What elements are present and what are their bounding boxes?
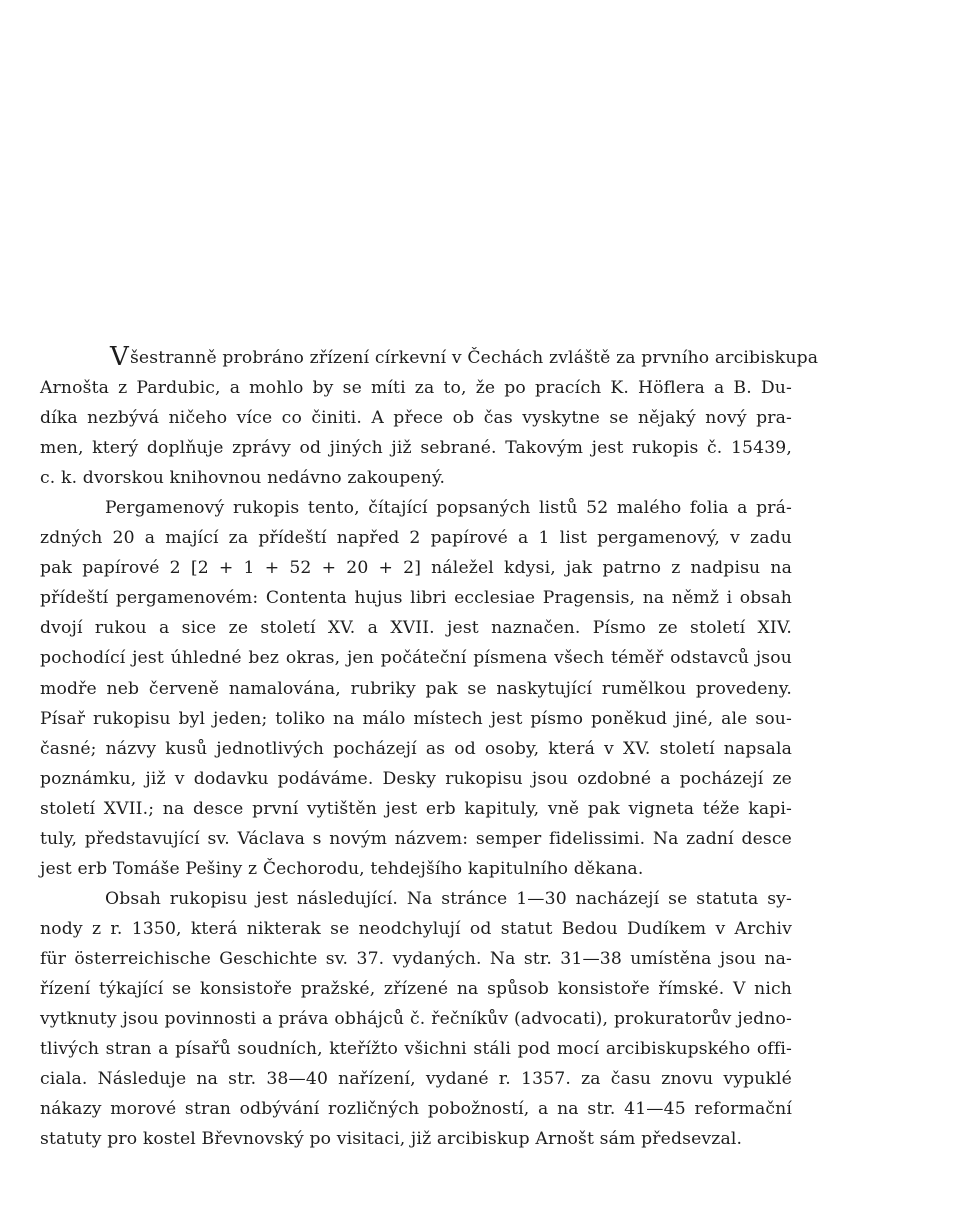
drop-cap: V <box>110 342 129 372</box>
text-line: Obsah rukopisu jest následující. Na stránce 1—30 nacházejí se statuta sy- <box>105 888 792 909</box>
text-line: pochodící jest úhledné bez okras, jen počáteční písmena všech téměř odstavců jsou <box>40 648 792 669</box>
paragraph-2 <box>40 493 792 884</box>
text-line: pak papírové 2 [2 + 1 + 52 + 20 + 2] náležel kdysi, jak patrno z nadpisu na <box>40 558 792 579</box>
text-line: nody z r. 1350, která nikterak se neodchylují od statut Bedou Dudíkem v Archiv <box>40 918 792 939</box>
text-line: řízení týkající se konsistoře pražské, zřízené na spůsob konsistoře římské. V nich <box>40 978 792 999</box>
text-line: c. k. dvorskou knihovnou nedávno zakoupený. <box>40 468 446 489</box>
paragraph-1 <box>40 342 819 493</box>
text-line: modře neb červeně namalována, rubriky pak se naskytující rumělkou provedeny. <box>40 678 792 699</box>
text-line: zdných 20 a mající za přídeští napřed 2 papírové a 1 list pergamenový, v zadu <box>40 528 792 549</box>
text-line: statuty pro kostel Břevnovský po visitaci, již arcibiskup Arnošt sám předsevzal. <box>40 1129 743 1150</box>
text-line: Všestranně probráno zřízení církevní v Čechách zvláště za prvního arcibiskupa <box>110 342 819 372</box>
text-line: jest erb Tomáše Pešiny z Čechorodu, tehdejšího kapitulního děkana. <box>40 858 644 879</box>
text-line: Arnošta z Pardubic, a mohlo by se míti za to, že po pracích K. Höflera a B. Du- <box>40 378 792 399</box>
paragraph-3 <box>40 884 792 1154</box>
text-line: tlivých stran a písařů soudních, kteřížto všichni stáli pod mocí arcibiskupského offi- <box>40 1039 792 1060</box>
text-line: dvojí rukou a sice ze století XV. a XVII. jest naznačen. Písmo ze století XIV. <box>40 618 792 639</box>
text-line: přídeští pergamenovém: Contenta hujus libri ecclesiae Pragensis, na němž i obsah <box>40 588 792 609</box>
text-line: Písař rukopisu byl jeden; toliko na málo místech jest písmo poněkud jiné, ale sou- <box>40 708 792 729</box>
text-line: století XVII.; na desce první vytištěn jest erb kapituly, vně pak vigneta téže kapi- <box>40 798 792 819</box>
text-line: díka nezbývá ničeho více co činiti. A přece ob čas vyskytne se nějaký nový pra- <box>40 408 792 429</box>
body-text <box>40 342 819 1154</box>
text-line: Pergamenový rukopis tento, čítající popsaných listů 52 malého folia a prá- <box>105 498 792 519</box>
text-line: tuly, představující sv. Václava s novým názvem: semper fidelissimi. Na zadní desce <box>40 828 792 849</box>
text-line: für österreichische Geschichte sv. 37. vydaných. Na str. 31—38 umístěna jsou na- <box>40 948 792 969</box>
text-line: časné; názvy kusů jednotlivých pocházejí as od osoby, která v XV. století napsala <box>40 738 792 759</box>
text-line: nákazy morové stran odbývání rozličných pobožností, a na str. 41—45 reformační <box>40 1099 792 1120</box>
text-line: poznámku, již v dodavku podáváme. Desky rukopisu jsou ozdobné a pocházejí ze <box>40 768 792 789</box>
text-line: ciala. Následuje na str. 38—40 nařízení, vydané r. 1357. za času znovu vypuklé <box>40 1069 792 1090</box>
text-line: vytknuty jsou povinnosti a práva obhájců č. řečníkův (advocati), prokuratorův jedno- <box>40 1009 792 1030</box>
text-line: men, který doplňuje zprávy od jiných již sebrané. Takovým jest rukopis č. 15439, <box>40 438 792 459</box>
